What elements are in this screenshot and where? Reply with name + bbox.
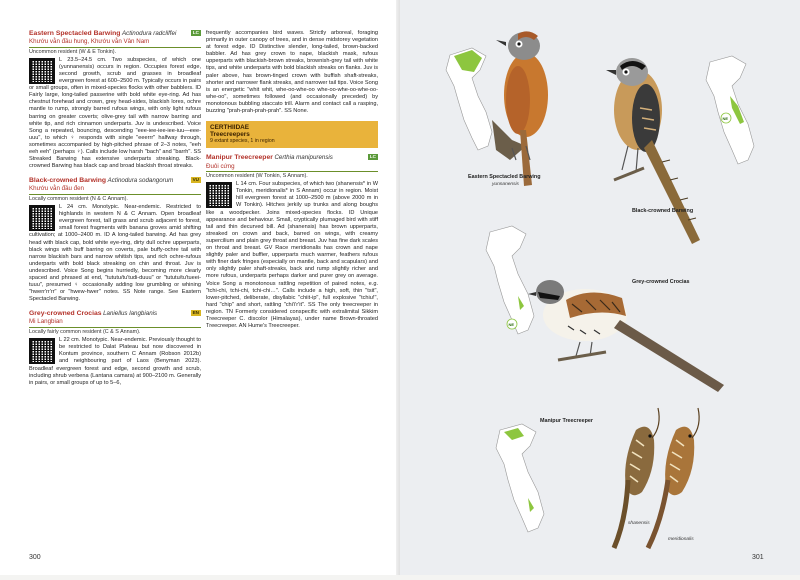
illustration-plate (400, 0, 800, 575)
species-description: L 14 cm. Four subspecies, of which two (shanensis* in W Tonkin, meridionalis* in S Annam) occur in region. Moist hill evergreen forest at 1000–2500 m (above 2000 m in W Tonkin). Hitches jerkily up trunks and along boughs like a woodpecker. Joins mixed-species flocks. ID Unique appearance and behaviour. Small, cryptically plumaged bird with stiff tail and thin decurved bill. Ad (shanensis) has brown upperparts, streaked on crown and back, barred on wings, with creamy supercilium and plain grey throat and breast. Juv has fine dark scales on throat and breast. GV Race meridionalis has crown and nape slightly paler and buffier, upperparts much warmer, feathers rufous with finer dark fringes (especially on mantle, back and scapulars) and only slightly paler shaft-streaks, back and rump slightly richer and more rufous, underparts perhaps darker and purer grey on average. Voice Song a monotonous rattling repetition of paired notes, e.g. "tchi-chi, tchi-chi, tchi-chi…". Calls include a high, soft, thin "tsit", lower-pitched, deliberate, disyllabic "chiit-ip", full explosive "tchiu!", hard "chip" and short, rattling "chi'i'r'it". SS The only treecreeper in region. TN Formerly considered conspecific with extralimital Sikkim Treecreeper C. discolor (Himalayas), under name Brown-throated Treecreeper. AN Hume's Treecreeper. (206, 181, 378, 330)
species-scientific-name: Laniellus langbianis (103, 310, 158, 318)
species-status: Uncommon resident (W Tonkin, S Annam). (206, 173, 308, 180)
species-name: Eastern Spectacled Barwing (29, 30, 121, 37)
grey-crowned-crocias-illustration (528, 280, 724, 392)
species-vietnamese-name: Khướu vằn đầu đen (29, 185, 84, 193)
plate-sublabel: yunnanensis (492, 182, 519, 187)
species-name: Grey-crowned Crocias (29, 310, 102, 318)
species-vietnamese-name: Mi Langbian (29, 318, 63, 326)
map-tag: NE (722, 116, 729, 121)
range-map-icon (486, 226, 534, 334)
species-header (206, 154, 378, 172)
qr-code-icon[interactable] (206, 182, 232, 208)
species-description: L 24 cm. Monotypic. Near-endemic. Restricted to highlands in western N & C Annam. Open broadleaf evergreen forest, tall grass and scrub adjacent to forest, small forest fragments with banana groves amid shifting cultivation; at 1000–2400 m. ID A long-tailed barwing. Ad has grey head with black cap, bold white eye-ring, dirty dull ochre upperparts, black wings with buff barring on coverts, pale buffy-ochre tail with narrow blackish bars and narrow whitish tips, and rich ochre-rufous underparts with bold black streaking on chin and throat. Juv is undescribed. Voice Song begins hurriedly, becoming more clearly spaced and phrased at end, "tututu/tu'tudi-duuu" or "tututu/tu'tueei-tuuu", presumed ♀ occasionally adding low grumbling or whining "hwerr'rr'rr" or "hwew-hwer" notes. SS Note range. See Eastern Spectacled Barwing. (29, 204, 201, 303)
plate-label: Eastern Spectacled Barwing (468, 174, 541, 180)
species-description: L 22 cm. Monotypic. Near-endemic. Previously thought to be restricted to Dalat Plateau but now discovered in Kontum province, southern C Annam (Robson 2012b) and neighbouring part of Laos (Benyman 2023). Broadleaf evergreen forest and edge, second growth and scrub, including shrub verbena (Lantana camara) at 900–2100 m. Generally in pairs, or small groups of up to 5–6, (29, 337, 201, 386)
status-badge: LC (192, 30, 199, 35)
species-header (29, 310, 201, 328)
species-description-continued: frequently accompanies bird waves. Strictly arboreal, foraging primarily in outer canopy of trees, and in dense midstorey vegetation at forest edge. ID Distinctive slender, long-tailed, brown-backed babbler. Ad has grey crown to nape, blackish mask, rufous upperparts with blackish-brown streaks, brownish-grey tail with white tips, and white underparts with bold blackish streaks on flanks. Juv is paler above, has brown-tinged crown with buffish shaft-streaks, shorter and narrower flank streaks, and narrower tail tips. Voice Song is an energetic "whit whit, whe-oo-whe-oo whe-oo-whe-oo-whe-oo-whe-oo", sometimes followed (and occasionally preceded) by monotonous bubbling staccato trill. Alarm and contact call a rasping, buzzing "prah-prah-prah-prah". SS None. (206, 30, 378, 115)
species-status: Locally common resident (N & C Annam). (29, 195, 128, 202)
species-entry (206, 154, 378, 330)
species-scientific-name: Certhia manipurensis (274, 154, 333, 162)
family-english-name: Treecreepers (210, 131, 250, 139)
species-name: Black-crowned Barwing (29, 177, 107, 185)
qr-code-icon[interactable] (29, 58, 55, 84)
qr-code-icon[interactable] (29, 338, 55, 364)
family-species-count: 9 extant species, 1 in region (210, 138, 275, 145)
page-number-left: 300 (29, 554, 41, 561)
range-map-icon (446, 48, 492, 150)
species-entry (29, 177, 201, 303)
plate-sublabel: shanensis (628, 521, 650, 526)
species-vietnamese-name: Đuôi cứng (206, 162, 235, 170)
status-badge: EN (192, 310, 199, 316)
family-header (206, 121, 378, 148)
plate-label: Manipur Treecreeper (540, 418, 594, 424)
status-badge: LC (369, 154, 376, 160)
family-name: CERTHIIDAE (210, 124, 250, 132)
status-badge: VU (192, 177, 199, 183)
species-description: L 23.5–24.5 cm. Two subspecies, of which one (yunnanensis) occurs in region. Occupies forest edge, second growth, scrub and grasses in broadleaf evergreen forest at 600–2500 m. Typically occurs in pairs or small groups, often in mixed-species flocks with other babblers. ID Fairly large, long-tailed passerine with bold white eye-ring. Ad has chestnut forehead and crown, grey head-sides, blackish lores, ochre mantle to rump, strongly barred rufous wings, with only light rufous barring on greater coverts; olive-grey tail with narrow barring and white tip, and rich cinnamon underparts. Juv is undescribed. Voice Song a repeated, bouncing, descending "eee-iee-iee-iee-iuu—eee-uuu", to which ♀ responds with single "eeerrr" halfway through, sometimes accompanied by high-pitched phrase of 2–3 notes, "eeh eeh eeh" (perhaps ♀). Calls include low harsh "bach" and "barrh". SS Streaked Barwing has extensive underparts streaking. Black-crowned Barwing has black cap and broad blackish throat streaks. (29, 56, 201, 170)
black-crowned-barwing-illustration (606, 58, 700, 244)
plate-label: Black-crowned Barwing (632, 208, 694, 214)
page-number-right: 301 (752, 554, 764, 561)
species-status: Uncommon resident (W & E Tonkin). (29, 48, 117, 55)
text-column-left (29, 30, 201, 394)
species-vietnamese-name: Khướu vằn đầu hung, Khướu vằn Vân Nam (29, 38, 150, 46)
species-entry (29, 30, 201, 170)
range-map-icon (706, 56, 754, 164)
plate-label: Grey-crowned Crocias (632, 279, 690, 285)
eastern-spectacled-barwing-illustration (492, 31, 548, 186)
text-column-right (206, 30, 378, 337)
species-header (29, 30, 201, 48)
page-left (0, 0, 400, 575)
page-right-plate (400, 0, 800, 575)
species-status: Locally fairly common resident (C & S Annam). (29, 329, 141, 336)
species-scientific-name: Actinodura sodangorum (107, 177, 174, 185)
plate-sublabel: meridionalis (668, 537, 694, 542)
map-tag: NE (508, 322, 515, 327)
species-scientific-name: Actinodura radcliffei (121, 30, 177, 37)
species-entry (29, 310, 201, 386)
species-name: Manipur Treecreeper (206, 154, 273, 162)
range-map-icon (496, 424, 544, 532)
species-header (29, 177, 201, 195)
qr-code-icon[interactable] (29, 205, 55, 231)
